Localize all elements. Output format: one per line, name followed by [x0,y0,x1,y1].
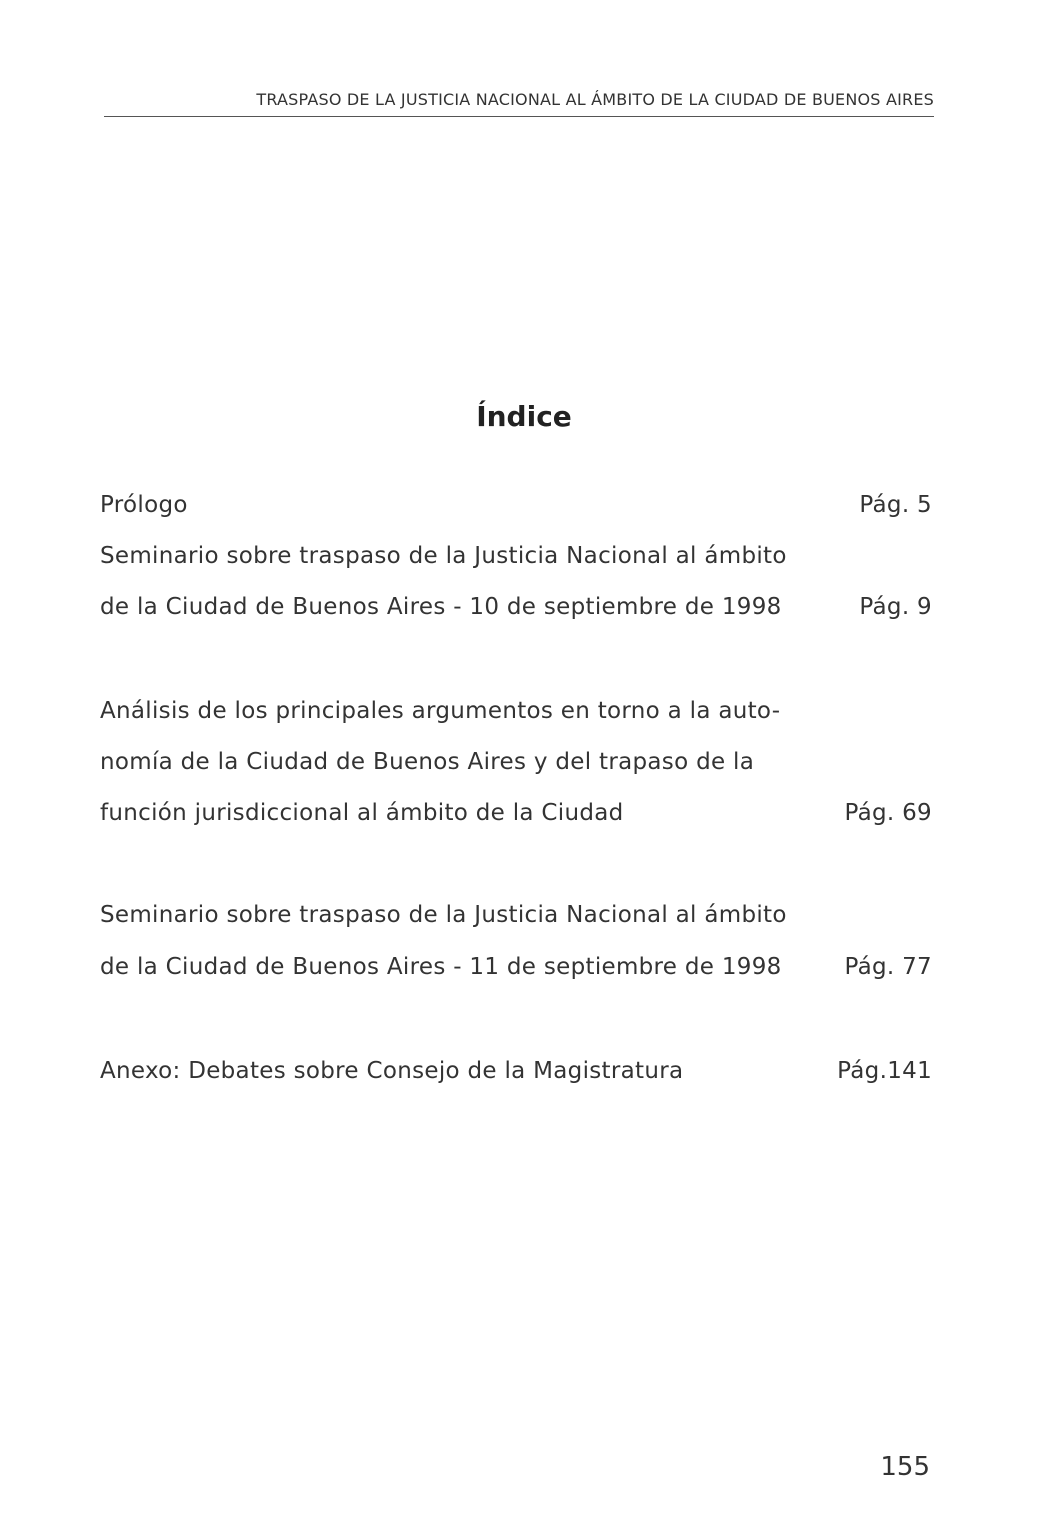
toc-entry-seminario-1-page: Pág. 9 [859,594,932,620]
page-number: 155 [880,1452,930,1482]
toc-entry-analisis-line-2: nomía de la Ciudad de Buenos Aires y del trapaso de la [100,749,755,775]
toc-entry-seminario-2-line-1: Seminario sobre traspaso de la Justicia Nacional al ámbito [100,902,787,928]
toc-entry-analisis-line-1: Análisis de los principales argumentos en torno a la auto- [100,698,781,724]
toc-entry-prologo-page: Pág. 5 [859,492,932,518]
index-title: Índice [476,400,572,433]
toc-entry-analisis-page: Pág. 69 [844,800,932,826]
header-rule [104,116,934,117]
toc-entry-seminario-2-line-2: de la Ciudad de Buenos Aires - 11 de septiembre de 1998 [100,954,782,980]
toc-entry-analisis-line-3: función jurisdiccional al ámbito de la Ciudad [100,800,624,826]
toc-entry-anexo-line-1: Anexo: Debates sobre Consejo de la Magistratura [100,1058,684,1084]
toc-entry-seminario-1-line-1: Seminario sobre traspaso de la Justicia Nacional al ámbito [100,543,787,569]
running-header: TRASPASO DE LA JUSTICIA NACIONAL AL ÁMBITO DE LA CIUDAD DE BUENOS AIRES [256,90,934,109]
toc-entry-seminario-2-page: Pág. 77 [844,954,932,980]
toc-entry-anexo-page: Pág.141 [837,1058,932,1084]
toc-entry-prologo-line-1: Prólogo [100,492,188,518]
toc-entry-seminario-1-line-2: de la Ciudad de Buenos Aires - 10 de septiembre de 1998 [100,594,782,620]
